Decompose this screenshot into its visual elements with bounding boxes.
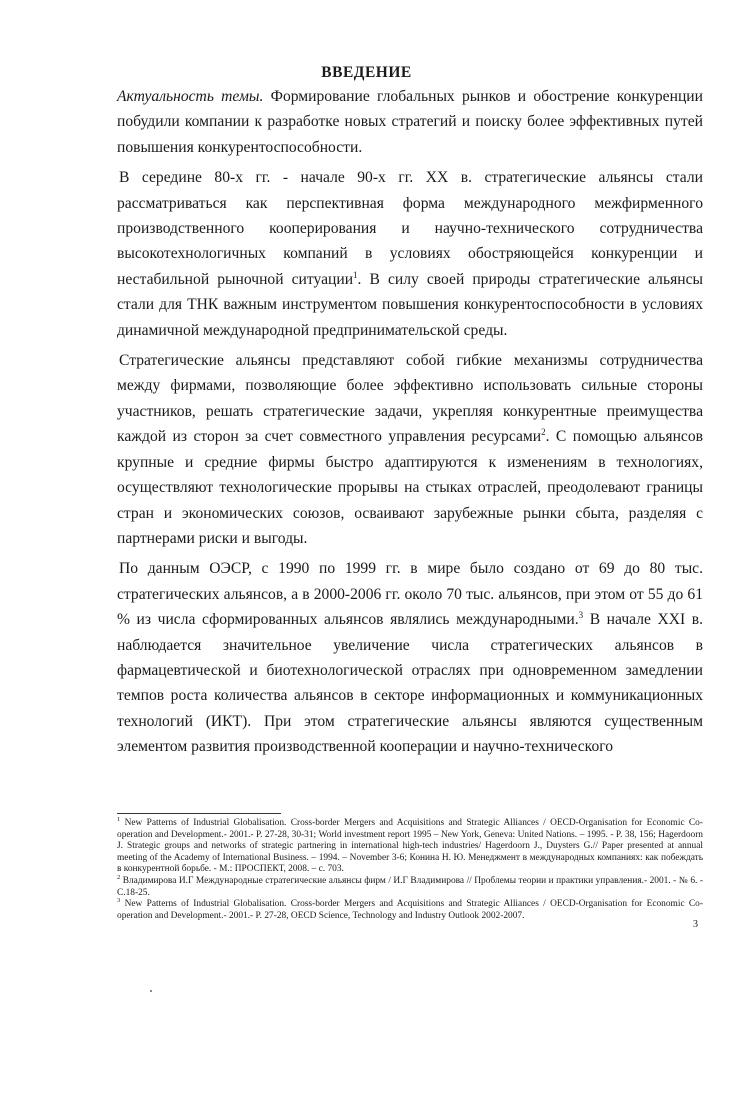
footnote-text: New Patterns of Industrial Globalisation. Cross-border Mergers and Acquisitions and Strategic Alliances / OECD-Organisation for Economic Co-operation and Development.- 2001.- P. 27-28, 30-31; World investment report 1995 – New York, Geneva: United Nations. – 1995. - P. 38, 156; Hagerdoorn J. Strategic groups and networks of strategic partnering in international high-tech industries/ Hagerdoorn J., Duysters G.// Paper presented at annual meeting of the Academy of International Business. – 1994. – November 3-6; Конина Н. Ю. Менеджмент в международных компаниях: как побеждать в конкурентной борьбе. - М.: ПРОСПЕКТ, 2008. – с. 703.	[117, 818, 703, 875]
footnotes	[117, 815, 703, 922]
page-title: ВВЕДЕНИЕ	[321, 64, 412, 81]
paragraph-text: . С помощью альянсов крупные и средние фирмы быстро адаптируются к изменениям в технологиях, осуществляют технологические прорывы на стыках отраслей, преодолевают границы стран и экономических союзов, осваивают зарубежные рынки сбыта, разделяя с партнерами риски и выгоды.	[117, 428, 703, 547]
paragraph-text: По данным ОЭСР, с 1990 по 1999 гг. в мире было создано от 69 до 80 тыс. стратегических альянсов, а в 2000-2006 гг. около 70 тыс. альянсов, при этом от 55 до 61 % из числа сформированных альянсов являлись международными.	[117, 560, 703, 629]
paragraph-text: . В силу своей природы стратегические альянсы стали для ТНК важным инструментом повышения конкурентоспособности в условиях динамичной международной предпринимательской среды.	[117, 270, 703, 339]
footnote-ref: 3	[578, 609, 584, 620]
paragraph-3	[117, 348, 703, 551]
footnote-number: 3	[117, 897, 121, 905]
footnote-text: New Patterns of Industrial Globalisation. Cross-border Mergers and Acquisitions and Strategic Alliances / OECD-Organisation for Economic Co-operation and Development.- 2001.- P. 27-28, OECD Science, Technology and Industry Outlook 2002-2007.	[117, 899, 703, 921]
paragraph-text: В середине 80-х гг. - начале 90-х гг. XX в. стратегические альянсы стали рассматриваться как перспективная форма международного межфирменного производственного кооперирования и научно-технического сотрудничества высокотехнологичных компаний в условиях обостряющейся конкуренции и нестабильной рыночной ситуации	[117, 169, 703, 288]
paragraph-1	[117, 84, 703, 160]
footnote-number: 1	[117, 815, 121, 823]
body-text	[117, 84, 703, 765]
scan-speck	[150, 990, 152, 992]
footnote-1	[117, 815, 703, 876]
footnote-text: Владимирова И.Г Международные стратегические альянсы фирм / И.Г Владимирова // Проблемы теории и практики управления.- 2001. - № 6. - С.18-25.	[117, 875, 703, 898]
paragraph-lead: Актуальность темы.	[117, 88, 264, 105]
footnote-number: 2	[117, 873, 121, 881]
footnote-2	[117, 873, 703, 899]
paragraph-4	[117, 556, 703, 759]
paragraph-text: Стратегические альянсы представляют собой гибкие механизмы сотрудничества между фирмами, позволяющие более эффективно использовать сильные стороны участников, решать стратегические задачи, укрепляя конкурентные преимущества каждой из сторон за счет совместного управления ресурсами	[117, 352, 703, 446]
footnote-ref: 2	[541, 427, 546, 438]
footnote-ref: 1	[353, 269, 358, 280]
paragraph-text: Формирование глобальных рынков и обострение конкуренции побудили компании к разработке новых стратегий и поиску более эффективных путей повышения конкурентоспособности.	[117, 88, 703, 156]
footnote-3	[117, 899, 703, 922]
paragraph-2	[117, 165, 703, 343]
page-number: 3	[693, 919, 698, 930]
paragraph-text: В начале XXI в. наблюдается значительное увеличение числа стратегических альянсов в фармацевтической и биотехнологической отраслях при одновременном замедлении темпов роста количества альянсов в секторе информационных и коммуникационных технологий (ИКТ). При этом стратегические альянсы являются существенным элементом развития производственной кооперации и научно-технического	[117, 611, 704, 756]
footnote-divider	[117, 813, 281, 814]
